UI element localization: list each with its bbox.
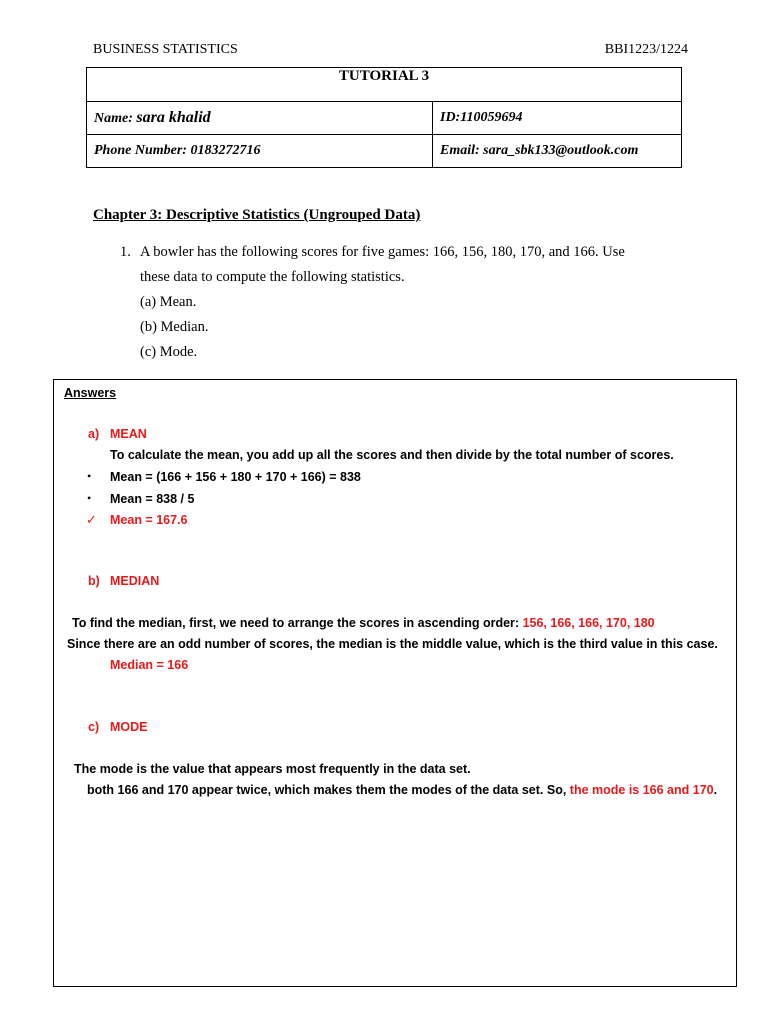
mean-label: a) — [88, 427, 100, 441]
student-info-table — [86, 67, 682, 168]
mode-title: MODE — [110, 720, 148, 734]
course-code: BBI1223/1224 — [604, 42, 688, 57]
name-label: Name: — [94, 111, 133, 126]
chapter-heading: Chapter 3: Descriptive Statistics (Ungrouped Data) — [93, 207, 421, 223]
median-title: MEDIAN — [110, 574, 160, 588]
question-line-1: A bowler has the following scores for five games: 166, 156, 180, 170, and 166. Use — [140, 244, 625, 260]
phone-number: Phone Number: 0183272716 — [94, 143, 261, 158]
mean-result: Mean = 167.6 — [110, 513, 188, 527]
question-part-c: (c) Mode. — [140, 344, 198, 360]
median-sort-text: To find the median, first, we need to arrange the scores in ascending order: — [72, 616, 520, 630]
question-part-a: (a) Mean. — [140, 294, 197, 310]
mean-title: MEAN — [110, 427, 147, 441]
question-line-2: these data to compute the following statistics. — [140, 269, 405, 285]
phone-cell — [87, 135, 433, 168]
tutorial-title: TUTORIAL 3 — [87, 68, 682, 102]
question-number: 1. — [120, 244, 131, 260]
mean-intro: To calculate the mean, you add up all the scores and then divide by the total number of scores. — [110, 448, 674, 462]
answers-heading: Answers — [64, 386, 117, 400]
question-part-b: (b) Median. — [140, 319, 209, 335]
bullet-icon: • — [87, 491, 92, 505]
mode-period: . — [713, 783, 718, 797]
email-address: Email: sara_sbk133@outlook.com — [440, 143, 639, 158]
email-cell — [433, 135, 682, 168]
mode-explanation-line — [87, 783, 717, 797]
mode-label: c) — [88, 720, 100, 734]
mode-definition: The mode is the value that appears most frequently in the data set. — [74, 762, 471, 776]
student-id: ID:110059694 — [440, 110, 523, 125]
course-title: BUSINESS STATISTICS — [93, 42, 238, 57]
mean-sum-line: Mean = (166 + 156 + 180 + 170 + 166) = 838 — [110, 470, 361, 484]
id-cell — [433, 102, 682, 135]
mean-division-line: Mean = 838 / 5 — [110, 492, 195, 506]
mode-result: the mode is 166 and 170 — [569, 783, 714, 797]
median-label: b) — [88, 574, 100, 588]
check-icon: ✓ — [86, 512, 97, 527]
bullet-icon: • — [87, 469, 92, 483]
median-result: Median = 166 — [110, 658, 189, 672]
name-value: sara khalid — [136, 109, 211, 126]
median-sorted-scores: 156, 166, 166, 170, 180 — [522, 616, 655, 630]
mode-explanation-text: both 166 and 170 appear twice, which makes them the modes of the data set. So, — [87, 783, 567, 797]
median-sort-line — [72, 616, 655, 630]
name-cell — [87, 102, 433, 135]
median-explanation: Since there are an odd number of scores, the median is the middle value, which is the third value in this case. — [67, 637, 718, 651]
